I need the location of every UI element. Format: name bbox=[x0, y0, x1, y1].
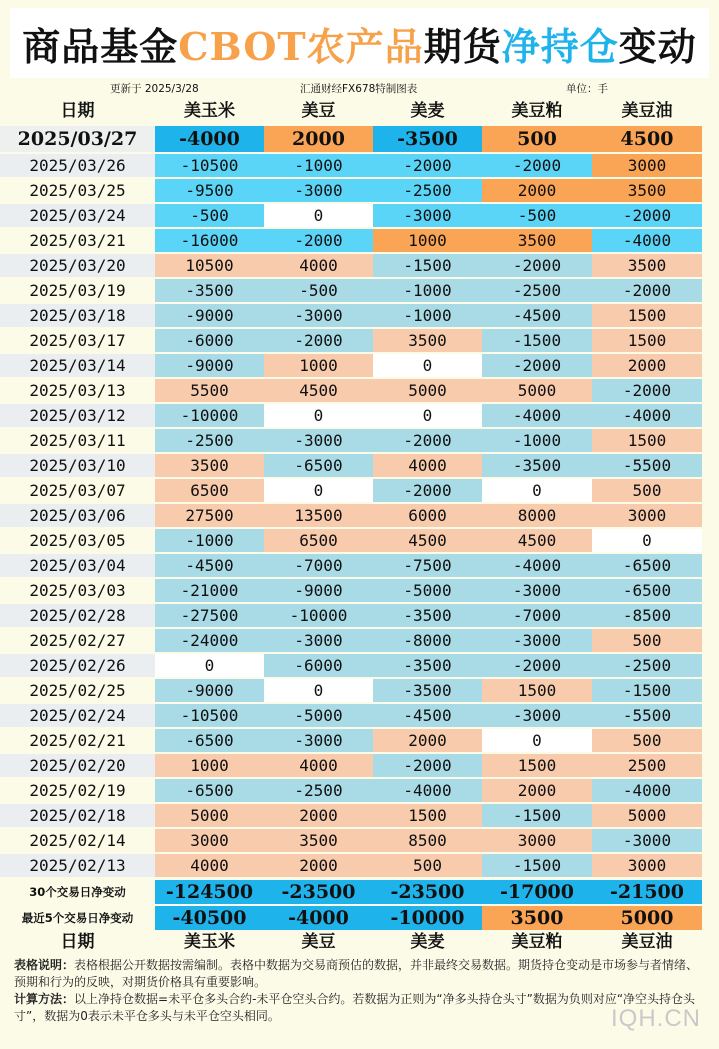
table-row bbox=[0, 504, 719, 527]
table-row bbox=[0, 179, 719, 202]
value-cell: -2500 bbox=[592, 654, 702, 677]
value-cell: -1000 bbox=[373, 279, 482, 302]
header-date: 日期 bbox=[60, 101, 95, 121]
value-cell: -3000 bbox=[264, 179, 373, 202]
value-cell: 4000 bbox=[264, 254, 373, 277]
value-cell: -500 bbox=[264, 279, 373, 302]
value-cell: -2000 bbox=[373, 154, 482, 177]
value-cell: -1000 bbox=[264, 154, 373, 177]
table-row bbox=[0, 679, 719, 702]
value-cell: 3500 bbox=[482, 906, 592, 930]
value-cell: -2500 bbox=[373, 179, 482, 202]
value-cell: -6500 bbox=[264, 454, 373, 477]
value-cell: 3500 bbox=[155, 454, 264, 477]
value-cell: -7500 bbox=[373, 554, 482, 577]
value-cell: -6500 bbox=[592, 554, 702, 577]
value-cell: -8500 bbox=[592, 604, 702, 627]
value-cell: -9000 bbox=[264, 579, 373, 602]
value-cell: 0 bbox=[264, 404, 373, 427]
value-cell: -4000 bbox=[264, 906, 373, 930]
row-label: 2025/02/18 bbox=[0, 804, 155, 827]
value-cell: -4000 bbox=[155, 126, 264, 152]
value-cell: 4500 bbox=[264, 379, 373, 402]
row-label: 30个交易日净变动 bbox=[0, 880, 155, 904]
value-cell: 0 bbox=[482, 479, 592, 502]
value-cell: 8500 bbox=[373, 829, 482, 852]
row-label: 2025/03/03 bbox=[0, 579, 155, 602]
notes-label-2: 计算方法： bbox=[14, 992, 75, 1006]
value-cell: 27500 bbox=[155, 504, 264, 527]
value-cell: -7000 bbox=[482, 604, 592, 627]
title-part2: CBOT农产品 bbox=[178, 23, 424, 69]
source-label: 汇通财经FX678特制图表 bbox=[300, 83, 418, 95]
table-row bbox=[0, 229, 719, 252]
summary-row bbox=[0, 880, 719, 904]
value-cell: -6000 bbox=[155, 329, 264, 352]
row-label: 2025/02/13 bbox=[0, 854, 155, 877]
latest-row bbox=[0, 126, 719, 152]
unit-label: 单位：手 bbox=[566, 83, 608, 95]
table-header bbox=[0, 99, 719, 123]
row-label: 2025/03/25 bbox=[0, 179, 155, 202]
header-wheat: 美麦 bbox=[410, 101, 445, 121]
value-cell: -4500 bbox=[155, 554, 264, 577]
value-cell: -2500 bbox=[155, 429, 264, 452]
row-label: 最近5个交易日净变动 bbox=[0, 906, 155, 930]
table-notes bbox=[14, 957, 705, 1025]
value-cell: -10500 bbox=[155, 704, 264, 727]
value-cell: -1500 bbox=[482, 854, 592, 877]
notes-label-1: 表格说明： bbox=[14, 958, 75, 972]
value-cell: -3000 bbox=[373, 204, 482, 227]
row-label: 2025/02/14 bbox=[0, 829, 155, 852]
value-cell: 4000 bbox=[373, 454, 482, 477]
value-cell: 3500 bbox=[373, 329, 482, 352]
value-cell: -2000 bbox=[373, 754, 482, 777]
value-cell: -40500 bbox=[155, 906, 264, 930]
value-cell: 500 bbox=[592, 479, 702, 502]
value-cell: 2000 bbox=[592, 354, 702, 377]
value-cell: 1000 bbox=[155, 754, 264, 777]
value-cell: -3000 bbox=[264, 429, 373, 452]
value-cell: 2000 bbox=[482, 779, 592, 802]
value-cell: 1500 bbox=[482, 679, 592, 702]
title-part3: 期货 bbox=[423, 23, 502, 69]
footer-header-date: 日期 bbox=[60, 932, 95, 952]
value-cell: 3500 bbox=[264, 829, 373, 852]
table-row bbox=[0, 154, 719, 177]
value-cell: -9000 bbox=[155, 304, 264, 327]
footer-header-soybean: 美豆 bbox=[301, 932, 336, 952]
table-row bbox=[0, 829, 719, 852]
value-cell: -2000 bbox=[482, 254, 592, 277]
value-cell: 0 bbox=[592, 529, 702, 552]
value-cell: -3000 bbox=[264, 729, 373, 752]
value-cell: 500 bbox=[592, 629, 702, 652]
value-cell: -2000 bbox=[592, 279, 702, 302]
row-label: 2025/02/20 bbox=[0, 754, 155, 777]
value-cell: -2000 bbox=[592, 204, 702, 227]
value-cell: -24000 bbox=[155, 629, 264, 652]
footer-header-corn: 美玉米 bbox=[184, 932, 235, 952]
table-row bbox=[0, 704, 719, 727]
value-cell: -1500 bbox=[482, 329, 592, 352]
watermark: IQH.CN bbox=[611, 1005, 701, 1032]
value-cell: 4500 bbox=[373, 529, 482, 552]
value-cell: -5500 bbox=[592, 454, 702, 477]
table-row bbox=[0, 329, 719, 352]
table-row bbox=[0, 854, 719, 877]
value-cell: -4500 bbox=[482, 304, 592, 327]
value-cell: 5000 bbox=[155, 804, 264, 827]
value-cell: 0 bbox=[482, 729, 592, 752]
value-cell: -2000 bbox=[592, 379, 702, 402]
value-cell: 5000 bbox=[592, 804, 702, 827]
row-label: 2025/02/21 bbox=[0, 729, 155, 752]
value-cell: 3500 bbox=[482, 229, 592, 252]
table-row bbox=[0, 429, 719, 452]
value-cell: -5500 bbox=[592, 704, 702, 727]
value-cell: 5500 bbox=[155, 379, 264, 402]
value-cell: 2000 bbox=[264, 126, 373, 152]
value-cell: -2000 bbox=[373, 429, 482, 452]
footer-header-soymeal: 美豆粕 bbox=[511, 932, 563, 952]
value-cell: 3000 bbox=[482, 829, 592, 852]
value-cell: -3500 bbox=[373, 654, 482, 677]
footer-header-soyoil: 美豆油 bbox=[621, 932, 673, 952]
table-row bbox=[0, 804, 719, 827]
value-cell: -1000 bbox=[155, 529, 264, 552]
value-cell: -2500 bbox=[264, 779, 373, 802]
value-cell: 1500 bbox=[482, 754, 592, 777]
row-label: 2025/03/14 bbox=[0, 354, 155, 377]
row-label: 2025/03/11 bbox=[0, 429, 155, 452]
value-cell: 6500 bbox=[155, 479, 264, 502]
value-cell: 8000 bbox=[482, 504, 592, 527]
value-cell: 0 bbox=[373, 354, 482, 377]
value-cell: 500 bbox=[592, 729, 702, 752]
table-row bbox=[0, 529, 719, 552]
value-cell: 2000 bbox=[373, 729, 482, 752]
value-cell: 5000 bbox=[482, 379, 592, 402]
value-cell: 0 bbox=[155, 654, 264, 677]
row-label: 2025/03/24 bbox=[0, 204, 155, 227]
value-cell: 1500 bbox=[592, 304, 702, 327]
value-cell: 13500 bbox=[264, 504, 373, 527]
value-cell: -500 bbox=[482, 204, 592, 227]
row-label: 2025/03/07 bbox=[0, 479, 155, 502]
value-cell: -23500 bbox=[373, 880, 482, 904]
value-cell: -9000 bbox=[155, 679, 264, 702]
value-cell: 2000 bbox=[482, 179, 592, 202]
value-cell: -4000 bbox=[373, 779, 482, 802]
value-cell: -1500 bbox=[373, 254, 482, 277]
value-cell: 500 bbox=[373, 854, 482, 877]
value-cell: -3000 bbox=[592, 829, 702, 852]
value-cell: -2000 bbox=[264, 229, 373, 252]
row-label: 2025/03/26 bbox=[0, 154, 155, 177]
page-title bbox=[10, 8, 709, 78]
value-cell: -3000 bbox=[482, 704, 592, 727]
table-row bbox=[0, 779, 719, 802]
value-cell: -2000 bbox=[482, 154, 592, 177]
value-cell: -21500 bbox=[592, 880, 702, 904]
table-row bbox=[0, 404, 719, 427]
footer-header-wheat: 美麦 bbox=[410, 932, 445, 952]
header-soymeal: 美豆粕 bbox=[511, 101, 563, 121]
value-cell: 5000 bbox=[373, 379, 482, 402]
value-cell: -3000 bbox=[482, 579, 592, 602]
value-cell: -3500 bbox=[373, 679, 482, 702]
table-row bbox=[0, 279, 719, 302]
row-label: 2025/02/25 bbox=[0, 679, 155, 702]
value-cell: 0 bbox=[373, 404, 482, 427]
row-label: 2025/03/05 bbox=[0, 529, 155, 552]
table-row bbox=[0, 654, 719, 677]
row-label: 2025/03/10 bbox=[0, 454, 155, 477]
value-cell: -4500 bbox=[373, 704, 482, 727]
value-cell: 0 bbox=[264, 679, 373, 702]
header-soyoil: 美豆油 bbox=[621, 101, 673, 121]
value-cell: -23500 bbox=[264, 880, 373, 904]
value-cell: -10500 bbox=[155, 154, 264, 177]
value-cell: -3000 bbox=[264, 629, 373, 652]
row-label: 2025/03/20 bbox=[0, 254, 155, 277]
table-row bbox=[0, 604, 719, 627]
row-label: 2025/03/21 bbox=[0, 229, 155, 252]
value-cell: 4500 bbox=[482, 529, 592, 552]
value-cell: -2000 bbox=[373, 479, 482, 502]
value-cell: -4000 bbox=[592, 229, 702, 252]
table-footer-header bbox=[0, 930, 719, 954]
value-cell: 3000 bbox=[592, 154, 702, 177]
value-cell: -3000 bbox=[482, 629, 592, 652]
value-cell: -10000 bbox=[264, 604, 373, 627]
row-label: 2025/03/04 bbox=[0, 554, 155, 577]
value-cell: 10500 bbox=[155, 254, 264, 277]
value-cell: -1000 bbox=[482, 429, 592, 452]
value-cell: -2000 bbox=[264, 329, 373, 352]
value-cell: -6500 bbox=[155, 779, 264, 802]
row-label: 2025/03/13 bbox=[0, 379, 155, 402]
table-row bbox=[0, 454, 719, 477]
row-label: 2025/03/12 bbox=[0, 404, 155, 427]
value-cell: 2000 bbox=[264, 804, 373, 827]
summary-row bbox=[0, 906, 719, 930]
table-row bbox=[0, 379, 719, 402]
value-cell: 4500 bbox=[592, 126, 702, 152]
notes-text-2: 以上净持仓数据=未平仓多头合约-未平仓空头合约。若数据为正则为“净多头持仓头寸”数据为负则对应“净空头持仓头寸”，数据为0表示未平仓多头与未平仓空头相同。 bbox=[14, 992, 696, 1023]
value-cell: 3000 bbox=[155, 829, 264, 852]
value-cell: 0 bbox=[264, 479, 373, 502]
table-row bbox=[0, 729, 719, 752]
value-cell: -9500 bbox=[155, 179, 264, 202]
value-cell: -4000 bbox=[482, 554, 592, 577]
table-row bbox=[0, 304, 719, 327]
value-cell: -3000 bbox=[264, 304, 373, 327]
value-cell: -27500 bbox=[155, 604, 264, 627]
value-cell: 1500 bbox=[592, 429, 702, 452]
value-cell: 1000 bbox=[264, 354, 373, 377]
title-part4: 净持仓 bbox=[501, 23, 619, 69]
value-cell: 3000 bbox=[592, 504, 702, 527]
row-label: 2025/03/06 bbox=[0, 504, 155, 527]
value-cell: -7000 bbox=[264, 554, 373, 577]
value-cell: -500 bbox=[155, 204, 264, 227]
value-cell: 1500 bbox=[592, 329, 702, 352]
value-cell: 1500 bbox=[373, 804, 482, 827]
value-cell: -9000 bbox=[155, 354, 264, 377]
value-cell: -17000 bbox=[482, 880, 592, 904]
value-cell: -10000 bbox=[155, 404, 264, 427]
value-cell: -5000 bbox=[264, 704, 373, 727]
value-cell: 3000 bbox=[592, 854, 702, 877]
row-label: 2025/03/27 bbox=[0, 126, 155, 152]
value-cell: -4000 bbox=[482, 404, 592, 427]
value-cell: -3500 bbox=[373, 126, 482, 152]
table-row bbox=[0, 629, 719, 652]
title-part5: 变动 bbox=[618, 23, 697, 69]
value-cell: 4000 bbox=[155, 854, 264, 877]
value-cell: -6500 bbox=[155, 729, 264, 752]
value-cell: 500 bbox=[482, 126, 592, 152]
row-label: 2025/02/19 bbox=[0, 779, 155, 802]
header-soybean: 美豆 bbox=[301, 101, 336, 121]
value-cell: -8000 bbox=[373, 629, 482, 652]
value-cell: 3500 bbox=[592, 254, 702, 277]
table-row bbox=[0, 254, 719, 277]
value-cell: -2500 bbox=[482, 279, 592, 302]
row-label: 2025/03/19 bbox=[0, 279, 155, 302]
row-label: 2025/02/27 bbox=[0, 629, 155, 652]
table-row bbox=[0, 354, 719, 377]
title-part1: 商品基金 bbox=[22, 23, 179, 69]
updated-date: 更新于 2025/3/28 bbox=[110, 83, 199, 95]
value-cell: -3500 bbox=[482, 454, 592, 477]
value-cell: 1000 bbox=[373, 229, 482, 252]
row-label: 2025/03/18 bbox=[0, 304, 155, 327]
value-cell: -4000 bbox=[592, 779, 702, 802]
value-cell: -21000 bbox=[155, 579, 264, 602]
value-cell: -4000 bbox=[592, 404, 702, 427]
value-cell: 2000 bbox=[264, 854, 373, 877]
value-cell: -16000 bbox=[155, 229, 264, 252]
value-cell: -1000 bbox=[373, 304, 482, 327]
value-cell: -3500 bbox=[155, 279, 264, 302]
value-cell: 5000 bbox=[592, 906, 702, 930]
value-cell: -2000 bbox=[482, 654, 592, 677]
table-row bbox=[0, 579, 719, 602]
value-cell: 6500 bbox=[264, 529, 373, 552]
value-cell: -1500 bbox=[482, 804, 592, 827]
value-cell: -3500 bbox=[373, 604, 482, 627]
value-cell: -1500 bbox=[592, 679, 702, 702]
value-cell: 3500 bbox=[592, 179, 702, 202]
row-label: 2025/02/28 bbox=[0, 604, 155, 627]
value-cell: 0 bbox=[264, 204, 373, 227]
value-cell: -6500 bbox=[592, 579, 702, 602]
value-cell: -10000 bbox=[373, 906, 482, 930]
table-row bbox=[0, 754, 719, 777]
value-cell: -124500 bbox=[155, 880, 264, 904]
row-label: 2025/02/24 bbox=[0, 704, 155, 727]
header-corn: 美玉米 bbox=[184, 101, 235, 121]
table-row bbox=[0, 554, 719, 577]
row-label: 2025/03/17 bbox=[0, 329, 155, 352]
row-label: 2025/02/26 bbox=[0, 654, 155, 677]
value-cell: 6000 bbox=[373, 504, 482, 527]
value-cell: 4000 bbox=[264, 754, 373, 777]
table-row bbox=[0, 204, 719, 227]
value-cell: -5000 bbox=[373, 579, 482, 602]
value-cell: 2500 bbox=[592, 754, 702, 777]
value-cell: -2000 bbox=[482, 354, 592, 377]
value-cell: -6000 bbox=[264, 654, 373, 677]
table-row bbox=[0, 479, 719, 502]
notes-text-1: 表格根据公开数据按需编制。表格中数据为交易商预估的数据，并非最终交易数据。期货持仓变动是市场参与者情绪、预期和行为的反映，对期货价格具有重要影响。 bbox=[14, 958, 699, 989]
